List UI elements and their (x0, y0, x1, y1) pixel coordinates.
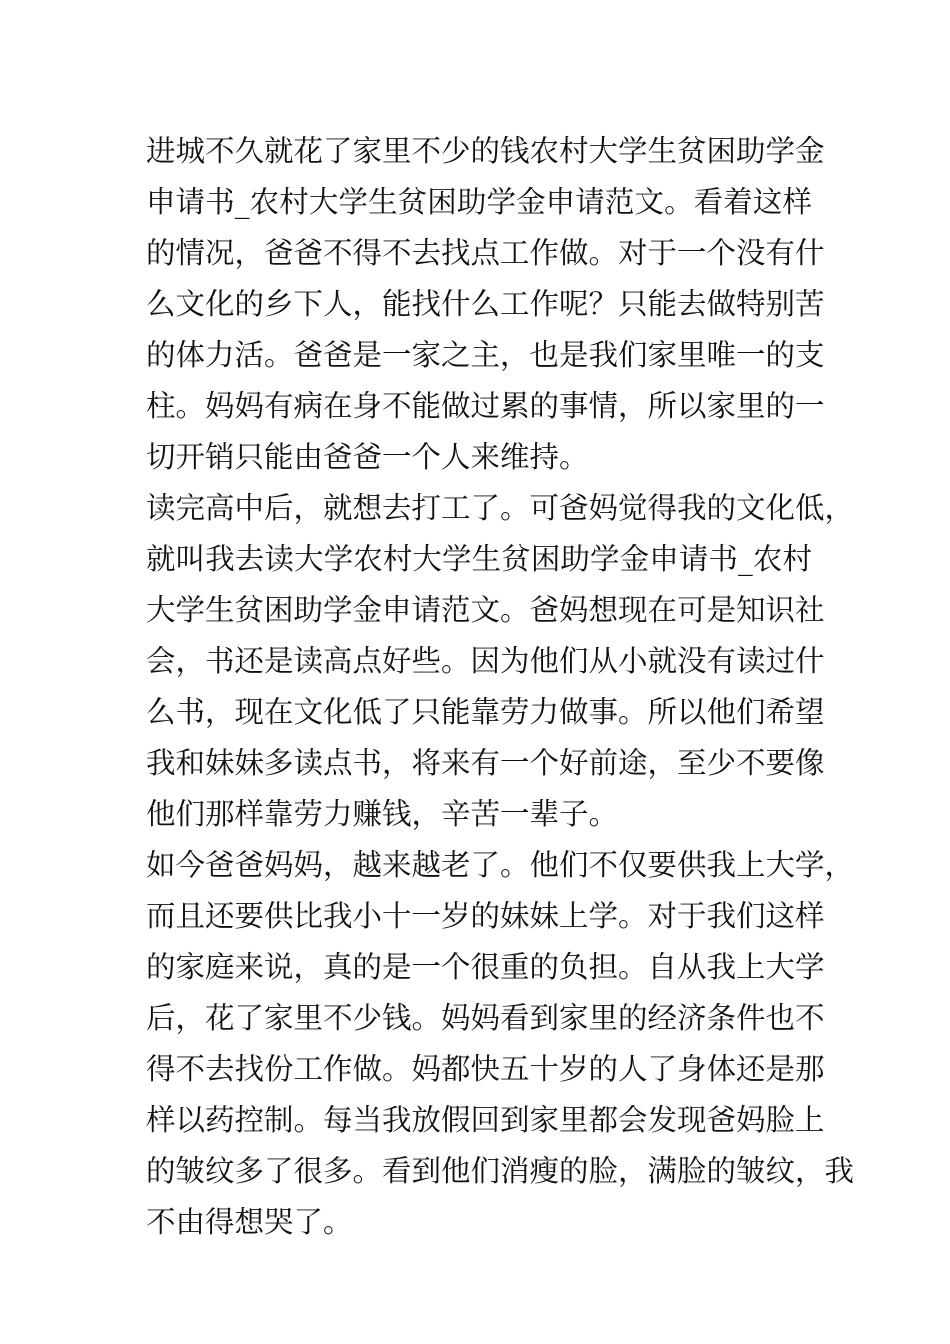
text-line: 切开销只能由爸爸一个人来维持。 (146, 440, 589, 474)
text-line: 后，花了家里不少钱。妈妈看到家里的经济条件也不 (146, 1001, 825, 1035)
text-line: 申请书_农村大学生贫困助学金申请范文。看着这样 (146, 185, 812, 219)
paragraph-2 (146, 483, 855, 840)
text-line: 么书，现在文化低了只能靠劳力做事。所以他们希望 (146, 695, 825, 729)
text-line: 他们那样靠劳力赚钱，辛苦一辈子。 (146, 797, 619, 831)
text-line: 不由得想哭了。 (146, 1205, 353, 1239)
text-line: 如今爸爸妈妈，越来越老了。他们不仅要供我上大学， (146, 848, 855, 882)
text-line: 的家庭来说，真的是一个很重的负担。自从我上大学 (146, 950, 825, 984)
text-line: 读完高中后，就想去打工了。可爸妈觉得我的文化低， (146, 491, 855, 525)
text-line: 进城不久就花了家里不少的钱农村大学生贫困助学金 (146, 134, 825, 168)
text-line: 大学生贫困助学金申请范文。爸妈想现在可是知识社 (146, 593, 825, 627)
text-line: 么文化的乡下人，能找什么工作呢？只能去做特别苦 (146, 287, 825, 321)
text-line: 就叫我去读大学农村大学生贫困助学金申请书_农村 (146, 542, 812, 576)
document-body (146, 126, 855, 1248)
paragraph-3 (146, 840, 855, 1248)
text-line: 得不去找份工作做。妈都快五十岁的人了身体还是那 (146, 1052, 825, 1086)
text-line: 的情况，爸爸不得不去找点工作做。对于一个没有什 (146, 236, 825, 270)
text-line: 柱。妈妈有病在身不能做过累的事情，所以家里的一 (146, 389, 825, 423)
paragraph-1 (146, 126, 825, 483)
text-line: 的皱纹多了很多。看到他们消瘦的脸，满脸的皱纹，我 (146, 1154, 855, 1188)
text-line: 的体力活。爸爸是一家之主，也是我们家里唯一的支 (146, 338, 825, 372)
text-line: 会，书还是读高点好些。因为他们从小就没有读过什 (146, 644, 825, 678)
text-line: 而且还要供比我小十一岁的妹妹上学。对于我们这样 (146, 899, 825, 933)
text-line: 我和妹妹多读点书，将来有一个好前途，至少不要像 (146, 746, 825, 780)
text-line: 样以药控制。每当我放假回到家里都会发现爸妈脸上 (146, 1103, 825, 1137)
